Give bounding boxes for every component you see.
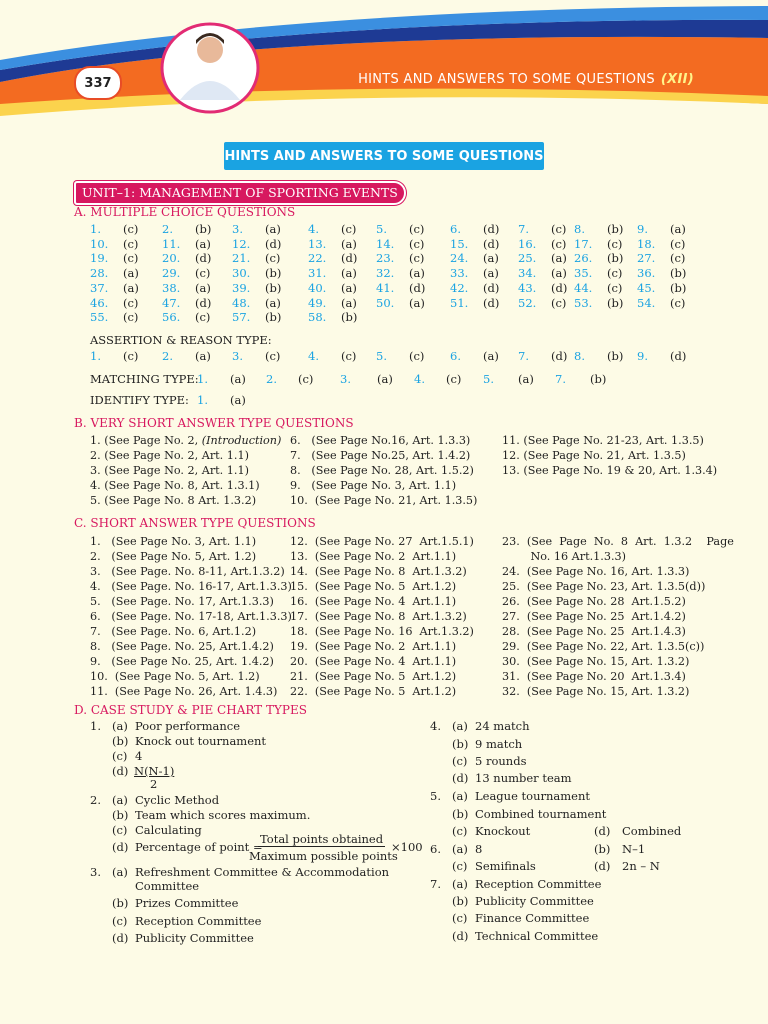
opt-text: Reception Committee [135,914,262,928]
mt-question-number: 2. [266,372,277,386]
list-item: 10. (See Page No. 21, Art. 1.3.5) [290,494,478,507]
mcq-answer: (a) [409,266,425,281]
mcq-answer: (a) [341,266,357,281]
mcq-question-number: 55. [90,310,109,325]
opt-label: (a) [112,719,128,733]
list-item: 29. (See Page No. 22, Art. 1.3.5(c)) [502,640,705,653]
opt-text: 2n – N [622,859,660,873]
id-answer: (a) [230,393,246,407]
mcq-question-number: 36. [637,266,656,281]
mt-question-number: 7. [555,372,566,386]
list-item: 32. (See Page No. 15, Art. 1.3.2) [502,685,690,698]
mcq-question-number: 48. [232,295,251,310]
ar-answer: (c) [265,349,281,363]
opt-label: (b) [112,808,129,822]
opt-label: (c) [112,749,128,763]
opt-label: (b) [452,737,469,751]
mcq-question-number: 37. [90,280,109,295]
mcq-answer: (d) [483,295,500,310]
list-item: 21. (See Page No. 5 Art.1.2) [290,670,457,683]
mcq-question-number: 2. [162,222,173,236]
opt-text: Publicity Committee [475,894,594,908]
opt-label: (d) [112,931,129,945]
page-number: 337 [74,66,122,100]
fraction-denominator: Maximum possible points [249,849,398,863]
mcq-question-number: 35. [574,266,593,281]
list-item: 7. (See Page. No. 6, Art.1.2) [90,625,257,638]
list-item: 14. (See Page No. 8 Art.1.3.2) [290,565,467,578]
list-item: 30. (See Page No. 15, Art. 1.3.2) [502,655,690,668]
opt-text: Finance Committee [475,911,590,925]
mt-answer: (a) [518,372,534,386]
opt-label: (b) [112,896,129,910]
q-num: 1. [90,719,101,733]
mcq-question-number: 3. [232,222,243,236]
mcq-answer: (d) [265,236,282,251]
list-item: 12. (See Page No. 21, Art. 1.3.5) [502,449,686,462]
mcq-answer: (d) [483,280,500,295]
opt-label: (a) [112,865,128,879]
opt-label: (d) [112,764,129,778]
mcq-question-number: 19. [90,251,109,266]
mcq-answer: (d) [195,295,212,310]
mcq-answer: (a) [123,266,139,281]
mcq-question-number: 39. [232,280,251,295]
mcq-question-number: 46. [90,295,109,310]
mcq-answer: (a) [265,295,281,310]
opt-text: Knock out tournament [135,734,267,748]
mcq-question-number: 8. [574,222,585,236]
multiplier: ×100 [391,840,423,854]
mcq-question-number: 58. [308,310,327,325]
list-item: 20. (See Page No. 4 Art.1.1) [290,655,457,668]
q-num: 3. [90,865,101,879]
ar-answer: (d) [670,349,687,363]
mcq-question-number: 10. [90,236,109,251]
mcq-answer: (a) [265,222,281,236]
list-item: 7. (See Page No.25, Art. 1.4.2) [290,449,471,462]
mcq-answer: (b) [341,310,358,325]
ar-question-number: 7. [518,349,529,363]
mcq-question-number: 21. [232,251,251,266]
list-item: 12. (See Page No. 27 Art.1.5.1) [290,535,474,548]
list-item: 25. (See Page No. 23, Art. 1.3.5(d)) [502,580,706,593]
mcq-answer: (c) [409,236,425,251]
mcq-question-number: 44. [574,280,593,295]
ar-question-number: 8. [574,349,585,363]
ar-answer: (c) [123,349,139,363]
assertion-title: ASSERTION & REASON TYPE: [90,333,272,347]
mcq-question-number: 57. [232,310,251,325]
mcq-answer: (b) [265,310,282,325]
list-item: 19. (See Page No. 2 Art.1.1) [290,640,457,653]
list-item: 28. (See Page No. 25 Art.1.4.3) [502,625,686,638]
section-b-heading: B. VERY SHORT ANSWER TYPE QUESTIONS [74,416,354,430]
mcq-answer: (a) [123,280,139,295]
opt-label: (c) [452,754,468,768]
mcq-answer: (a) [551,251,567,266]
mcq-question-number: 54. [637,295,656,310]
list-item: 18. (See Page No. 16 Art.1.3.2) [290,625,474,638]
ar-answer: (d) [551,349,568,363]
opt-label: (c) [112,823,128,837]
ar-answer: (a) [195,349,211,363]
page-title: HINTS AND ANSWERS TO SOME QUESTIONS [224,142,544,170]
mcq-question-number: 16. [518,236,537,251]
opt-label: (d) [112,840,129,854]
mcq-answer: (c) [123,295,139,310]
list-item: 17. (See Page No. 8 Art.1.3.2) [290,610,467,623]
mcq-question-number: 47. [162,295,181,310]
q-num: 6. [430,842,441,856]
mcq-question-number: 33. [450,266,469,281]
list-item: 9. (See Page No. 25, Art. 1.4.2) [90,655,274,668]
section-c-heading: C. SHORT ANSWER TYPE QUESTIONS [74,516,316,530]
mt-question-number: 1. [197,372,208,386]
mcq-question-number: 5. [376,222,387,236]
mcq-answer: (b) [607,251,624,266]
mcq-answer: (c) [123,251,139,266]
mt-question-number: 4. [414,372,425,386]
ar-question-number: 6. [450,349,461,363]
list-item: No. 16 Art.1.3.3) [502,550,626,563]
mcq-answer: (c) [195,266,211,281]
mcq-question-number: 27. [637,251,656,266]
opt-label: (c) [452,911,468,925]
mcq-question-number: 53. [574,295,593,310]
mcq-answer: (c) [123,310,139,325]
list-item: 22. (See Page No. 5 Art.1.2) [290,685,457,698]
mcq-question-number: 38. [162,280,181,295]
opt-text: 8 [475,842,483,856]
mt-answer: (a) [230,372,246,386]
ar-answer: (a) [483,349,499,363]
mcq-answer: (b) [265,280,282,295]
opt-text: Knockout [475,824,531,838]
sa-column-2 [290,534,474,699]
vsa-column-1 [90,433,281,508]
opt-text: N–1 [622,842,646,856]
opt-text: Technical Committee [475,929,599,943]
running-header-text: HINTS AND ANSWERS TO SOME QUESTIONS [358,72,655,87]
mcq-question-number: 42. [450,280,469,295]
mcq-question-number: 43. [518,280,537,295]
list-item: 31. (See Page No. 20 Art.1.3.4) [502,670,686,683]
formula-numerator: N(N-1) [134,764,175,778]
formula-denominator: 2 [150,777,158,791]
mcq-question-number: 49. [308,295,327,310]
mt-answer: (a) [377,372,393,386]
fraction-numerator: Total points obtained [260,832,384,846]
list-item: 5. (See Page. No. 17, Art.1.3.3) [90,595,274,608]
opt-label: (b) [112,734,129,748]
mcq-answer: (b) [195,222,212,236]
mt-question-number: 3. [340,372,351,386]
running-header [358,72,694,87]
mcq-answer: (c) [607,266,623,281]
mcq-question-number: 11. [162,236,181,251]
id-question-number: 1. [197,393,208,407]
opt-text: 13 number team [475,771,572,785]
list-item: 13. (See Page No. 19 & 20, Art. 1.3.4) [502,464,718,477]
list-item: 9. (See Page No. 3, Art. 1.1) [290,479,457,492]
ar-question-number: 3. [232,349,243,363]
list-item: 27. (See Page No. 25 Art.1.4.2) [502,610,686,623]
q-num: 2. [90,793,101,807]
mcq-question-number: 22. [308,251,327,266]
list-item: 16. (See Page No. 4 Art.1.1) [290,595,457,608]
opt-label: (a) [452,789,468,803]
ar-answer: (b) [607,349,624,363]
mcq-answer: (a) [483,266,499,281]
mcq-answer: (d) [341,251,358,266]
mcq-question-number: 23. [376,251,395,266]
mcq-question-number: 40. [308,280,327,295]
mcq-question-number: 32. [376,266,395,281]
opt-label: (c) [452,859,468,873]
opt-text: Calculating [135,823,202,837]
q-num: 4. [430,719,441,733]
mt-answer: (b) [590,372,607,386]
opt-text: Percentage of point = [135,840,263,854]
mcq-answer: (d) [483,222,500,236]
mcq-answer: (d) [195,251,212,266]
mcq-question-number: 14. [376,236,395,251]
opt-text: League tournament [475,789,590,803]
list-item: 26. (See Page No. 28 Art.1.5.2) [502,595,686,608]
mcq-answer: (d) [551,280,568,295]
mcq-question-number: 45. [637,280,656,295]
mcq-answer: (d) [483,236,500,251]
mcq-answer: (a) [483,251,499,266]
vsa-column-2 [290,433,477,508]
mcq-answer: (a) [551,266,567,281]
opt-text: Committee [135,879,200,893]
list-item: 2. (See Page No. 5, Art. 1.2) [90,550,257,563]
mcq-answer: (c) [670,295,686,310]
mcq-question-number: 41. [376,280,395,295]
opt-text: Publicity Committee [135,931,254,945]
mcq-answer: (b) [670,266,687,281]
mcq-question-number: 34. [518,266,537,281]
mcq-question-number: 28. [90,266,109,281]
ar-answer: (c) [409,349,425,363]
mcq-answer: (c) [607,280,623,295]
mcq-answer: (c) [551,295,567,310]
mcq-question-number: 12. [232,236,251,251]
list-item: 3. (See Page No. 2, Art. 1.1) [90,464,249,477]
opt-label: (a) [452,877,468,891]
opt-text: Refreshment Committee & Accommodation [135,865,390,879]
mcq-answer: (a) [341,280,357,295]
mcq-question-number: 31. [308,266,327,281]
sa-column-3 [502,534,734,699]
opt-text: 24 match [475,719,530,733]
mcq-answer: (c) [607,236,623,251]
list-item: 1. (See Page No. 3, Art. 1.1) [90,535,257,548]
mcq-answer: (a) [409,295,425,310]
mcq-answer: (c) [341,222,357,236]
mcq-answer: (a) [341,295,357,310]
mcq-question-number: 51. [450,295,469,310]
opt-label: (a) [452,842,468,856]
opt-text: Semifinals [475,859,536,873]
list-item: 4. (See Page. No. 16-17, Art.1.3.3) [90,580,292,593]
opt-text: 4 [135,749,143,763]
opt-label: (d) [594,824,611,838]
matching-title: MATCHING TYPE: [90,372,199,386]
mcq-answer: (d) [409,280,426,295]
opt-text: Prizes Committee [135,896,239,910]
mcq-question-number: 13. [308,236,327,251]
q-num: 5. [430,789,441,803]
sa-column-1 [90,534,292,699]
mcq-question-number: 6. [450,222,461,236]
mcq-answer: (a) [195,236,211,251]
ar-answer: (c) [341,349,357,363]
mcq-answer: (c) [670,251,686,266]
ar-question-number: 5. [376,349,387,363]
opt-label: (b) [452,807,469,821]
list-item: 4. (See Page No. 8, Art. 1.3.1) [90,479,260,492]
mcq-question-number: 25. [518,251,537,266]
mcq-question-number: 50. [376,295,395,310]
list-item: 13. (See Page No. 2 Art.1.1) [290,550,457,563]
list-item: 24. (See Page No. 16, Art. 1.3.3) [502,565,690,578]
mcq-question-number: 52. [518,295,537,310]
mcq-answer: (a) [341,236,357,251]
opt-label: (b) [594,842,611,856]
mcq-question-number: 26. [574,251,593,266]
ar-question-number: 2. [162,349,173,363]
mcq-question-number: 1. [90,222,101,236]
mcq-answer: (a) [670,222,686,236]
opt-text: Poor performance [135,719,241,733]
mcq-question-number: 30. [232,266,251,281]
mcq-answer: (c) [123,222,139,236]
mcq-question-number: 17. [574,236,593,251]
list-item: 11. (See Page No. 21-23, Art. 1.3.5) [502,434,704,447]
mcq-answer: (c) [409,251,425,266]
q-num: 7. [430,877,441,891]
ar-question-number: 1. [90,349,101,363]
mcq-answer: (c) [551,236,567,251]
mt-answer: (c) [298,372,314,386]
mcq-answer: (b) [265,266,282,281]
opt-label: (a) [452,719,468,733]
class-label: (XII) [660,72,694,87]
mt-answer: (c) [446,372,462,386]
identify-title: IDENTIFY TYPE: [90,393,189,407]
mcq-answer: (c) [195,310,211,325]
mt-question-number: 5. [483,372,494,386]
list-item: 6. (See Page No.16, Art. 1.3.3) [290,434,471,447]
list-item: 5. (See Page No. 8 Art. 1.3.2) [90,494,257,507]
mcq-question-number: 9. [637,222,648,236]
opt-text: Combined [622,824,682,838]
vsa-column-3 [502,433,717,478]
mcq-answer: (c) [551,222,567,236]
list-item: 15. (See Page No. 5 Art.1.2) [290,580,457,593]
opt-label: (b) [452,894,469,908]
list-item: 8. (See Page No. 28, Art. 1.5.2) [290,464,474,477]
section-d-heading: D. CASE STUDY & PIE CHART TYPES [74,703,307,717]
opt-label: (d) [594,859,611,873]
mcq-question-number: 15. [450,236,469,251]
mcq-answer: (c) [409,222,425,236]
mcq-answer: (a) [195,280,211,295]
opt-text: Cyclic Method [135,793,220,807]
opt-text: 9 match [475,737,523,751]
mcq-question-number: 20. [162,251,181,266]
list-item: 6. (See Page. No. 17-18, Art.1.3.3) [90,610,292,623]
opt-text: 5 rounds [475,754,527,768]
list-item: 10. (See Page No. 5, Art. 1.2) [90,670,260,683]
unit-heading: UNIT–1: MANAGEMENT OF SPORTING EVENTS [74,181,406,205]
mcq-answer: (b) [607,222,624,236]
mcq-question-number: 29. [162,266,181,281]
ar-question-number: 4. [308,349,319,363]
ar-question-number: 9. [637,349,648,363]
list-item: 8. (See Page. No. 25, Art.1.4.2) [90,640,274,653]
mcq-answer: (c) [670,236,686,251]
mcq-answer: (c) [265,251,281,266]
list-item: 2. (See Page No. 2, Art. 1.1) [90,449,249,462]
mcq-question-number: 24. [450,251,469,266]
mcq-answer: (b) [670,280,687,295]
mcq-answer: (c) [123,236,139,251]
opt-text: Combined tournament [475,807,607,821]
section-a-heading: A. MULTIPLE CHOICE QUESTIONS [74,205,296,219]
mcq-question-number: 56. [162,310,181,325]
opt-label: (d) [452,929,469,943]
opt-label: (c) [112,914,128,928]
list-item: 1. (See Page No. 2, (Introduction) [90,434,282,447]
opt-label: (d) [452,771,469,785]
opt-text: Reception Committee [475,877,602,891]
opt-text: Team which scores maximum. [135,808,311,822]
mcq-question-number: 7. [518,222,529,236]
list-item: 23. (See Page No. 8 Art. 1.3.2 Page [502,535,734,548]
list-item: 3. (See Page. No. 8-11, Art.1.3.2) [90,565,285,578]
header-banner [0,0,768,120]
opt-label: (a) [112,793,128,807]
opt-label: (c) [452,824,468,838]
list-item: 11. (See Page No. 26, Art. 1.4.3) [90,685,278,698]
mcq-answer: (b) [607,295,624,310]
mcq-question-number: 4. [308,222,319,236]
mcq-question-number: 18. [637,236,656,251]
